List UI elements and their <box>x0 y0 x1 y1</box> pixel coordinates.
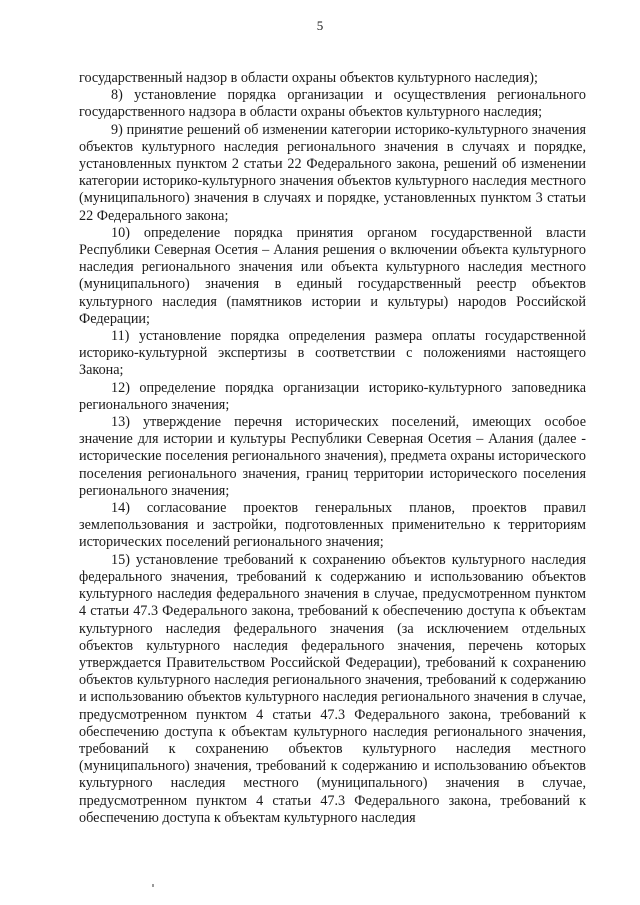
paragraph-item-9: 9) принятие решений об изменении категории историко-культурного значения объектов культурного наследия регионального значения в случаях и порядке, установленных пунктом 2 статьи 22 Федерального закона, решений об изменении категории историко-культурного значения объектов культурного наследия местного (муниципального) значения в случаях и порядке, установленных пунктом 3 статьи 22 Федерального закона; <box>79 121 586 224</box>
paragraph-item-12: 12) определение порядка организации историко-культурного заповедника регионального значения; <box>79 379 586 413</box>
paragraph-item-14: 14) согласование проектов генеральных планов, проектов правил землепользования и застройки, подготовленных применительно к территориям исторических поселений регионального значения; <box>79 500 586 551</box>
paragraph-item-11: 11) установление порядка определения размера оплаты государственной историко-культурной экспертизы в соответствии с положениями настоящего Закона; <box>79 328 586 379</box>
paragraph-continuation: государственный надзор в области охраны объектов культурного наследия); <box>79 70 538 86</box>
page-number: 5 <box>316 18 324 33</box>
paragraph-item-13: 13) утверждение перечня исторических поселений, имеющих особое значение для истории и культуры Республики Северная Осетия – Алания (далее - исторические поселения регионального значения), предмета охраны исторического поселения регионального значения, границ территории исторического поселения регионального значения; <box>79 414 586 499</box>
paragraph-item-8: 8) установление порядка организации и осуществления регионального государственного надзора в области охраны объектов культурного наследия; <box>79 87 586 121</box>
document-body <box>79 70 586 827</box>
scan-artifact <box>152 884 154 887</box>
paragraph-item-15: 15) установление требований к сохранению объектов культурного наследия федерального значения, требований к содержанию и использованию объектов культурного наследия федерального значения в случае, предусмотренном пунктом 4 статьи 47.3 Федерального закона, требований к обеспечению доступа к объектам культурного наследия федерального значения (за исключением отдельных объектов культурного наследия федерального значения, перечень которых утверждается Правительством Российской Федерации), требований к сохранению объектов культурного наследия регионального значения, требований к содержанию и использованию объектов культурного наследия регионального значения в случае, предусмотренном пунктом 4 статьи 47.3 Федерального закона, требований к обеспечению доступа к объектам культурного наследия регионального значения, требований к сохранению объектов культурного наследия местного (муниципального) значения, требований к содержанию и использованию объектов культурного наследия местного (муниципального) значения в случае, предусмотренном пунктом 4 статьи 47.3 Федерального закона, требований к обеспечению доступа к объектам культурного наследия <box>79 551 586 826</box>
paragraph-item-10: 10) определение порядка принятия органом государственной власти Республики Северная Осетия – Алания решения о включении объекта культурного наследия регионального значения или объекта культурного наследия местного (муниципального) значения в единый государственный реестр объектов культурного наследия (памятников истории и культуры) народов Российской Федерации; <box>79 224 586 327</box>
